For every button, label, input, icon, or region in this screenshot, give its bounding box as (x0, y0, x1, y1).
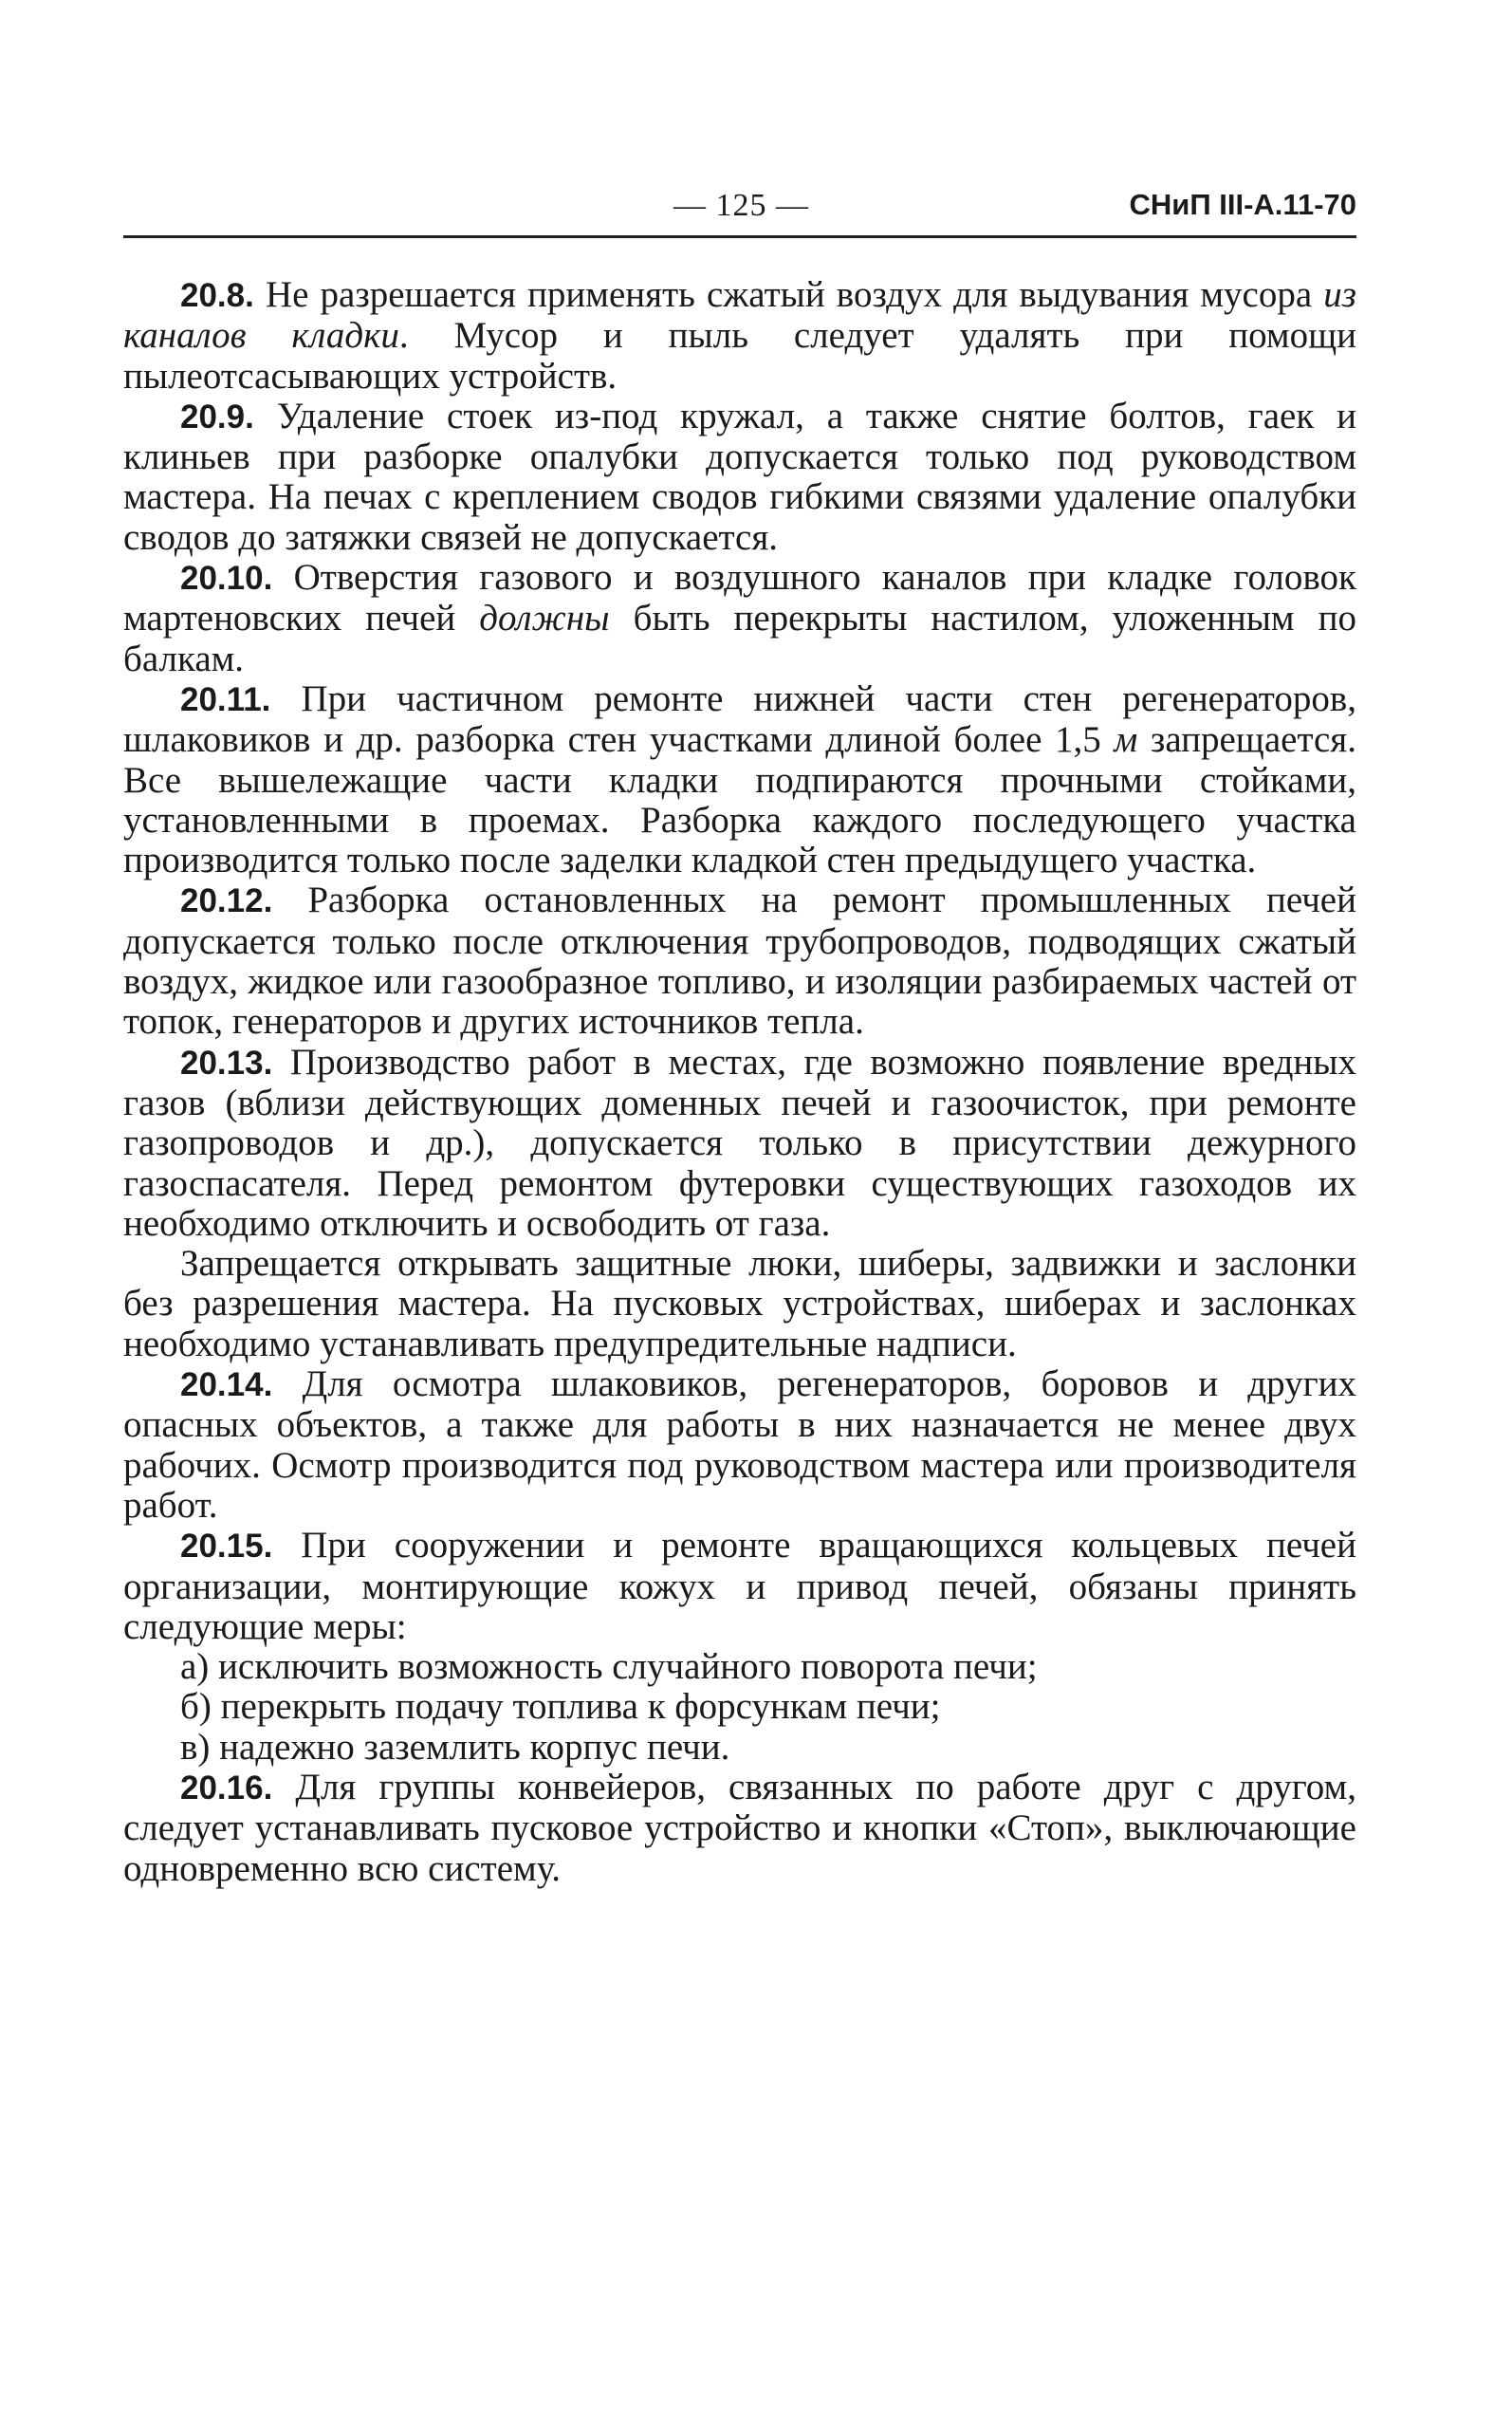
paragraph-text: Удаление стоек из-под кружал, а также снятие болтов, гаек и клиньев при разборке опалубки допускается только под руководством мастера. На печах с креплением сводов гибкими связями удаление опалубки сводов до затяжки связей не допускается. (123, 395, 1356, 558)
section-number: 20.12. (180, 882, 273, 920)
paragraph-text: Для группы конвейеров, связанных по работе друг с другом, следует устанавливать пусковое устройство и кнопки «Стоп», выключающие одновременно всю систему. (123, 1766, 1356, 1889)
paragraph-italic: должны (479, 598, 610, 639)
section-number: 20.14. (180, 1366, 273, 1404)
paragraph-20-16 (123, 1768, 1356, 1889)
section-number: 20.9. (180, 398, 254, 435)
document-page (123, 180, 1356, 1889)
paragraph-20-14 (123, 1364, 1356, 1526)
paragraph-text: Для осмотра шлаковиков, регенераторов, боровов и других опасных объектов, а также для работы в них назначается не менее двух рабочих. Осмотр производится под руководством мастера или производителя работ. (123, 1363, 1356, 1526)
section-number: 20.8. (180, 277, 254, 314)
paragraph-text: быть перекрыты настилом, уложенным по балкам. (123, 598, 1356, 679)
paragraph-text: . Мусор и пыль следует удалять при помощи пылеотсасывающих устройств. (123, 315, 1356, 397)
section-number: 20.13. (180, 1044, 273, 1082)
paragraph-20-13 (123, 1043, 1356, 1244)
paragraph-20-11 (123, 679, 1356, 880)
section-number: 20.10. (180, 560, 273, 598)
paragraph-20-13-continued (123, 1244, 1356, 1364)
paragraph-text: Не разрешается применять сжатый воздух для выдувания мусора (253, 274, 1324, 315)
paragraph-text: При сооружении и ремонте вращающихся кольцевых печей организации, монтирующие кожух и привод печей, обязаны принять следующие меры: (123, 1525, 1356, 1647)
list-item-c: в) надежно заземлить корпус печи. (180, 1726, 730, 1768)
section-number: 20.11. (180, 680, 271, 718)
paragraph-20-12 (123, 880, 1356, 1042)
header-rule (123, 235, 1356, 238)
page-header (123, 180, 1356, 237)
paragraph-text: Отверстия газового и воздушного каналов при кладке головок мартеновских печей (123, 557, 1356, 639)
paragraph-20-10 (123, 558, 1356, 679)
paragraph-20-8 (123, 275, 1356, 397)
paragraph-text: При частичном ремонте нижней части стен регенераторов, шлаковиков и др. разборка стен участками длиной более 1,5 (123, 677, 1356, 761)
page-number: — 125 — (673, 188, 809, 223)
unit-label: м (1114, 719, 1138, 761)
list-item-b: б) перекрыть подачу топлива к форсункам печи; (180, 1686, 941, 1728)
list-item-a: а) исключить возможность случайного поворота печи; (180, 1646, 1038, 1688)
paragraph-20-15 (123, 1526, 1356, 1647)
paragraph-text: Производство работ в местах, где возможно появление вредных газов (вблизи действующих доменных печей и газоочисток, при ремонте газопроводов и др.), допускается только в присутствии дежурного газоспасателя. Перед ремонтом футеровки существующих газоходов их необходимо отключить и освободить от газа. (123, 1041, 1356, 1244)
document-code: СНиП III-А.11-70 (1129, 188, 1356, 221)
section-number: 20.16. (180, 1769, 273, 1807)
document-body (123, 275, 1356, 1889)
paragraph-text: Разборка остановленных на ремонт промышленных печей допускается только после отключения трубопроводов, подводящих сжатый воздух, жидкое или газообразное топливо, и изоляции разбираемых частей от топок, генераторов и других источников тепла. (123, 880, 1356, 1043)
section-number: 20.15. (180, 1528, 273, 1566)
paragraph-text: запрещается. Все вышележащие части кладки подпираются прочными стойками, установленными в проемах. Разборка каждого последующего участка производится только после заделки кладкой стен предыдущего участка. (123, 719, 1356, 881)
paragraph-text: Запрещается открывать защитные люки, шиберы, задвижки и заслонки без разрешения мастера. На пусковых устройствах, шиберах и заслонках необходимо устанавливать предупредительные надписи. (123, 1243, 1356, 1364)
paragraph-20-9 (123, 397, 1356, 558)
paragraph-italic: из каналов кладки (123, 274, 1356, 357)
